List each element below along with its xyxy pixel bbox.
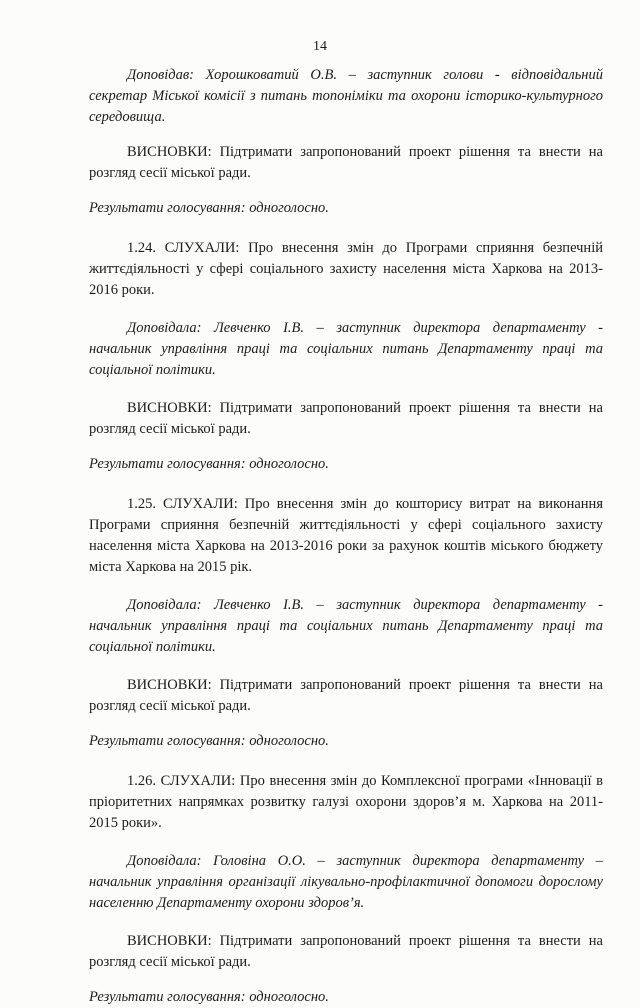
conclusion: ВИСНОВКИ: Підтримати запропонований проект рішення та внести на розгляд сесії міської ради. [89,400,603,437]
conclusion: ВИСНОВКИ: Підтримати запропонований проект рішення та внести на розгляд сесії міської ради. [89,933,603,970]
heard-item: 1.26. СЛУХАЛИ: Про внесення змін до Комплексної програми «Інновації в пріоритетних напрямках розвитку галузі охорони здоров’я м. Харкова на 2011-2015 роки». [89,773,603,831]
conclusion: ВИСНОВКИ: Підтримати запропонований проект рішення та внести на розгляд сесії міської ради. [89,144,603,181]
vote-result: Результати голосування: одноголосно. [89,456,329,472]
vote-result: Результати голосування: одноголосно. [89,989,329,1005]
page-number: 14 [313,39,327,54]
speaker-note: Доповідала: Головіна О.О. – заступник директора департаменту – начальник управління організації лікувально-профілактичної допомоги дорослому населенню Департаменту охорони здоров’я. [89,853,603,911]
speaker-note: Доповідав: Хорошковатий О.В. – заступник голови - відповідальний секретар Міської комісії з питань топоніміки та охорони історико-культурного середовища. [89,67,603,125]
heard-item: 1.24. СЛУХАЛИ: Про внесення змін до Програми сприяння безпечній життєдіяльності у сфері соціального захисту населення міста Харкова на 2013-2016 роки. [89,240,603,298]
minutes-body [89,65,603,1008]
heard-item: 1.25. СЛУХАЛИ: Про внесення змін до кошторису витрат на виконання Програми сприяння безпечній життєдіяльності у сфері соціального захисту населення міста Харкова на 2013-2016 роки за рахунок коштів міського бюджету міста Харкова на 2015 рік. [89,496,603,575]
speaker-note: Доповідала: Левченко І.В. – заступник директора департаменту - начальник управління праці та соціальних питань Департаменту праці та соціальної політики. [89,597,603,655]
speaker-note: Доповідала: Левченко І.В. – заступник директора департаменту - начальник управління праці та соціальних питань Департаменту праці та соціальної політики. [89,320,603,378]
conclusion: ВИСНОВКИ: Підтримати запропонований проект рішення та внести на розгляд сесії міської ради. [89,677,603,714]
vote-result: Результати голосування: одноголосно. [89,733,329,749]
vote-result: Результати голосування: одноголосно. [89,200,329,216]
